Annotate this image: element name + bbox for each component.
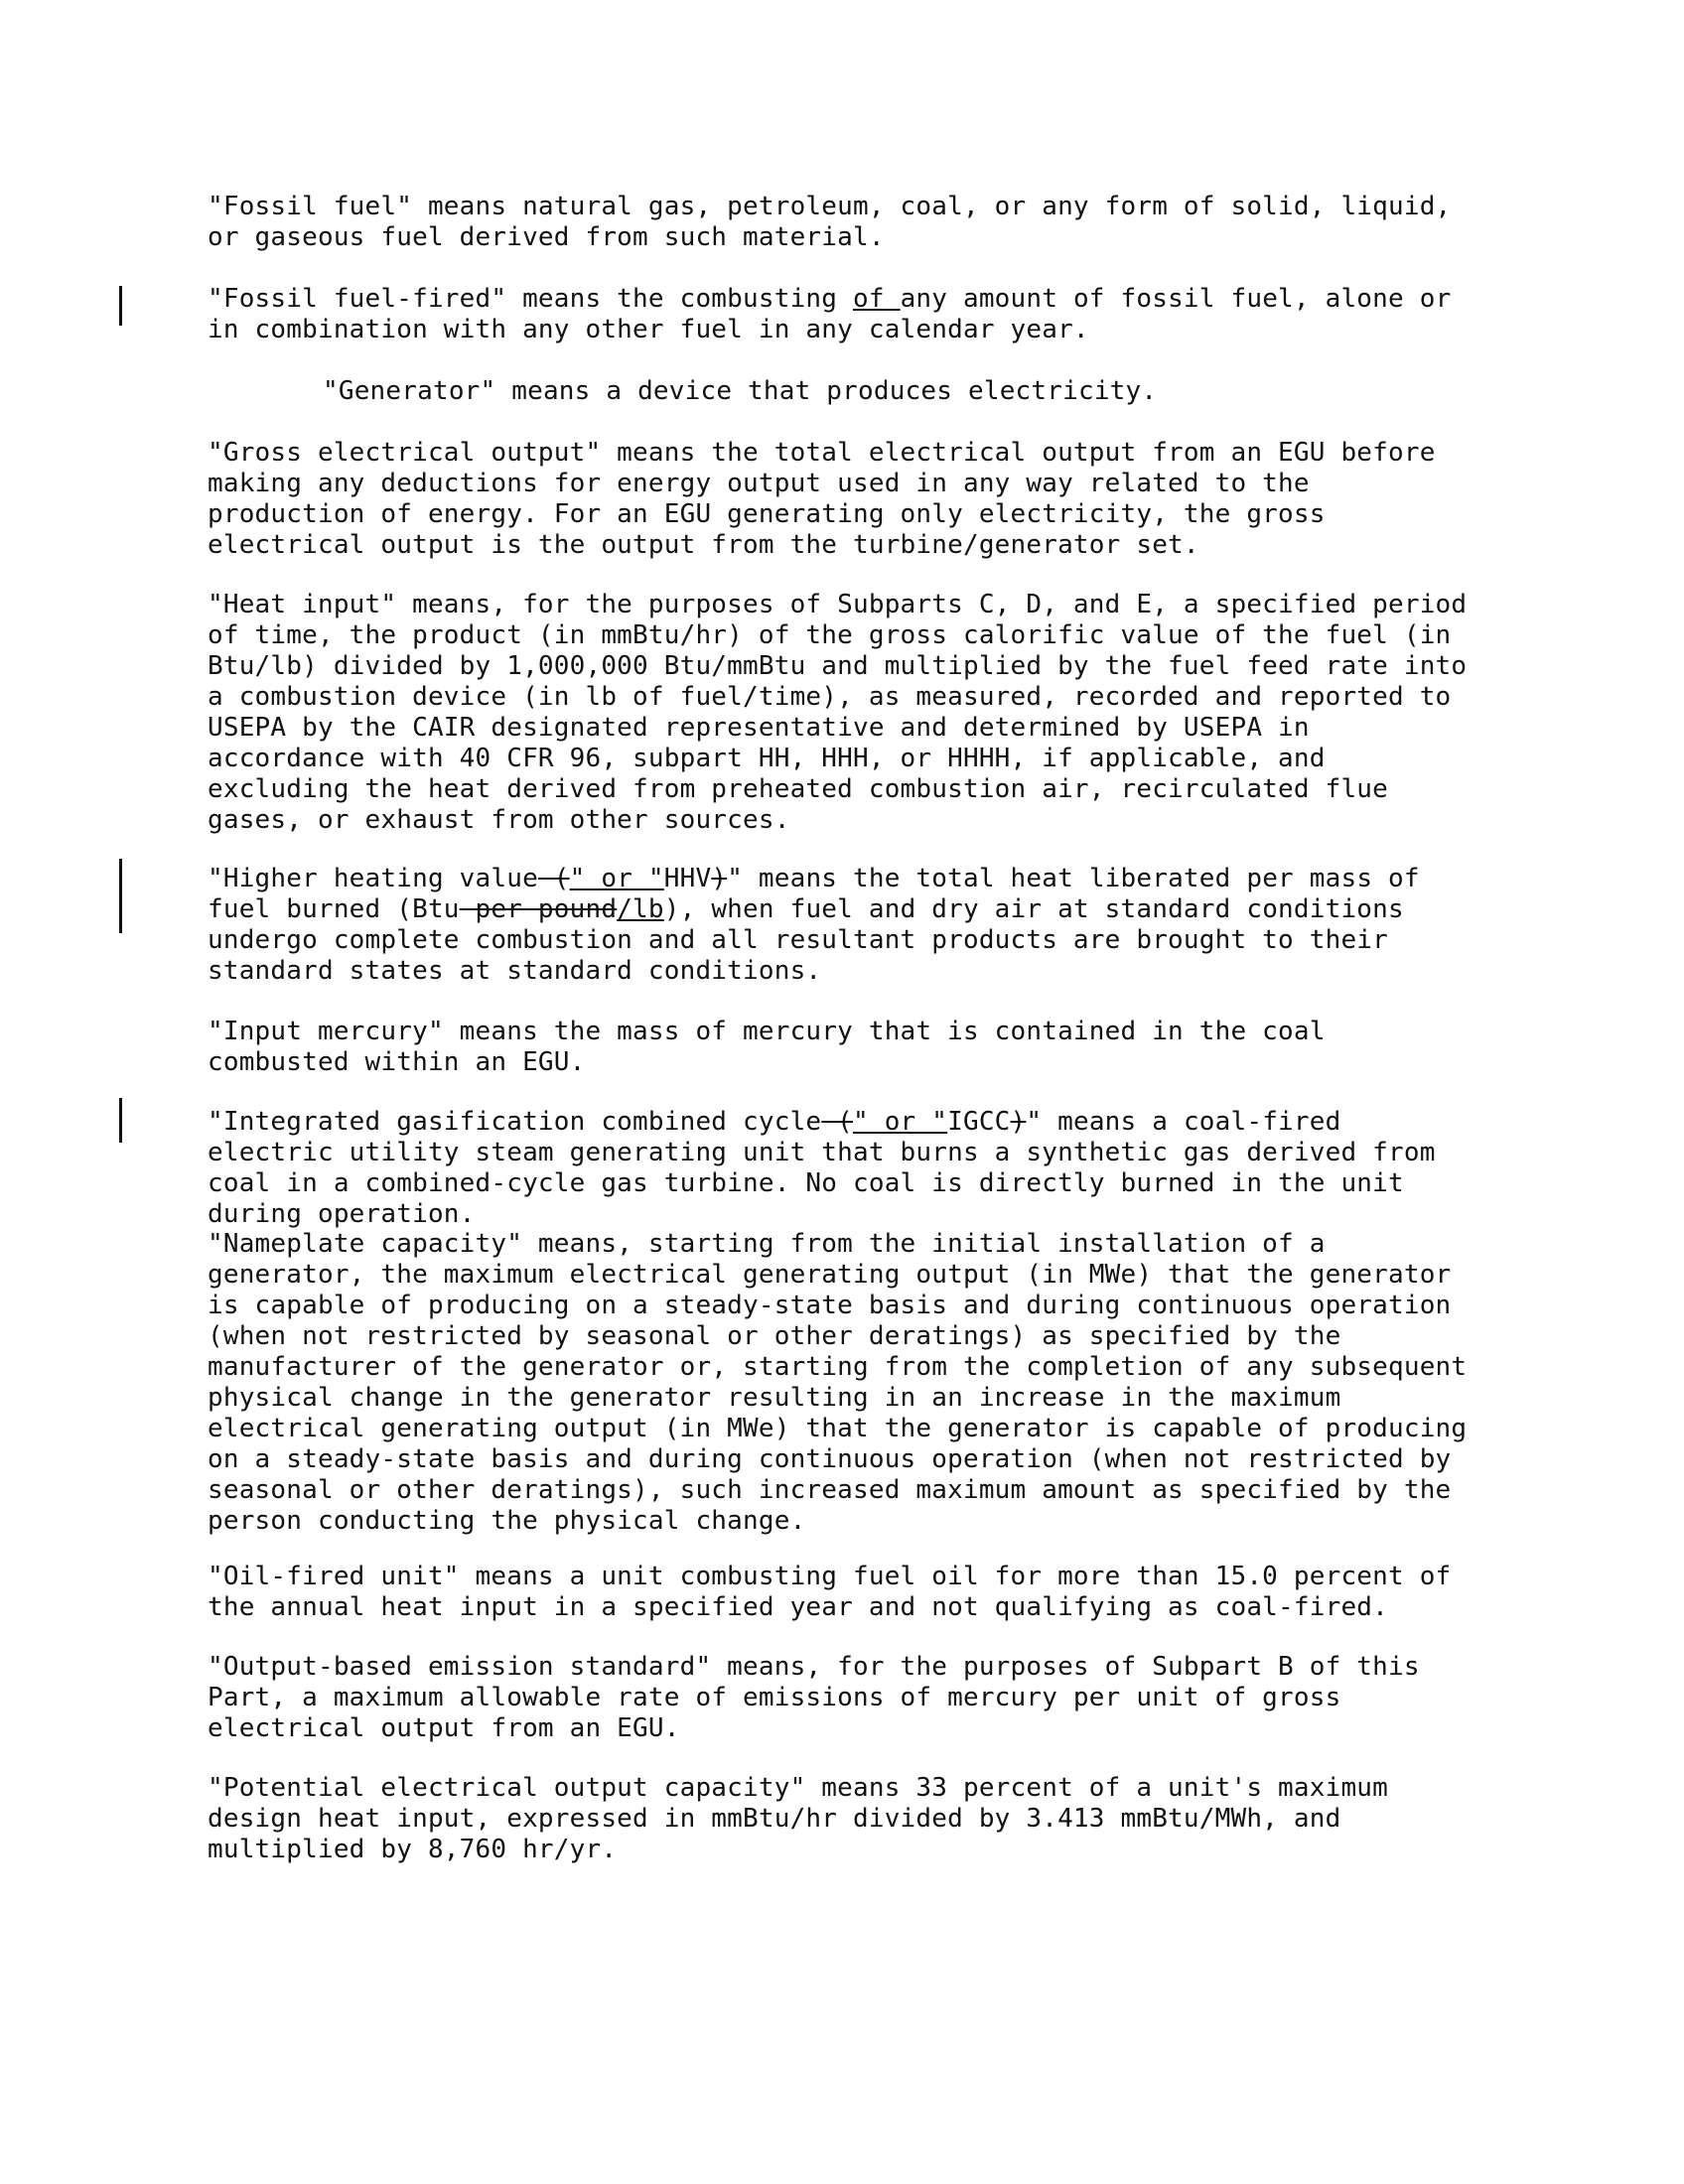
definition-text: HHV	[663, 864, 712, 893]
deleted-text: (	[821, 1107, 853, 1137]
definition-text: "Fossil fuel-fired" means the combusting	[208, 284, 853, 314]
deleted-text: per pound	[459, 894, 618, 924]
inserted-text: /lb	[617, 894, 664, 924]
definition-text: " means the total heat liberated per mass of fuel burned (Btu	[208, 864, 1420, 924]
definition-heat-input: "Heat input" means, for the purposes of Subparts C, D, and E, a specified period of time, the product (in mmBtu/hr) of the gross calorific value of the fuel (in Btu/lb) divided by 1,000,000 Btu/mmBtu and multiplied by the fuel feed rate into a combustion device (in lb of fuel/time), as measured, recorded and reported to USEPA by the CAIR designated representative and determined by USEPA in accordance with 40 CFR 96, subpart HH, HHH, or HHHH, if applicable, and excluding the heat derived from preheated combustion air, recirculated flue gases, or exhaust from other sources.	[208, 590, 1468, 835]
inserted-text: " or "	[569, 864, 664, 893]
definition-text: any amount of fossil fuel, alone or in combination with any other fuel in any calendar year.	[208, 284, 1452, 344]
definition-text: ), when fuel and dry air at standard conditions undergo complete combustion and all resultant products are brought to their standard states at standard conditions.	[208, 894, 1404, 986]
definition-oil-fired-unit: "Oil-fired unit" means a unit combusting fuel oil for more than 15.0 percent of the annual heat input in a specified year and not qualifying as coal-fired.	[208, 1562, 1452, 1622]
definition-nameplate-capacity: "Nameplate capacity" means, starting from the initial installation of a generator, the maximum electrical generating output (in MWe) that the generator is capable of producing on a steady-state basis and during continuous operation (when not restricted by seasonal or other deratings) as specified by the manufacturer of the generator or, starting from the completion of any subsequent physical change in the generator resulting in an increase in the maximum electrical generating output (in MWe) that the generator is capable of producing on a steady-state basis and during continuous operation (when not restricted by seasonal or other deratings), such increased maximum amount as specified by the person conducting the physical change.	[208, 1229, 1468, 1536]
revision-bar	[119, 859, 122, 933]
definition-potential-electrical-output-capacity: "Potential electrical output capacity" means 33 percent of a unit's maximum design heat input, expressed in mmBtu/hr divided by 3.413 mmBtu/MWh, and multiplied by 8,760 hr/yr.	[208, 1773, 1388, 1864]
definition-generator: "Generator" means a device that produces electricity.	[323, 376, 1158, 406]
inserted-text: " or "	[853, 1107, 948, 1137]
definition-text: " means a coal-fired electric utility steam generating unit that burns a synthetic gas derived from coal in a combined-cycle gas turbine. No coal is directly burned in the unit during operation.	[208, 1107, 1436, 1229]
definition-fossil-fuel-fired	[208, 284, 1518, 345]
definition-input-mercury: "Input mercury" means the mass of mercury that is contained in the coal combusted within an EGU.	[208, 1017, 1326, 1077]
definition-text: "Higher heating value	[208, 864, 538, 893]
definition-text: "Integrated gasification combined cycle	[208, 1107, 822, 1137]
inserted-text: of	[853, 284, 901, 314]
definition-igcc	[208, 1107, 1518, 1230]
deleted-text: )	[1010, 1107, 1027, 1137]
deleted-text: )	[711, 864, 728, 893]
definition-fossil-fuel: "Fossil fuel" means natural gas, petroleum, coal, or any form of solid, liquid, or gaseous fuel derived from such material.	[208, 192, 1452, 252]
definition-gross-electrical-output: "Gross electrical output" means the total electrical output from an EGU before making any deductions for energy output used in any way related to the production of energy. For an EGU generating only electricity, the gross electrical output is the output from the turbine/generator set.	[208, 438, 1436, 560]
deleted-text: (	[537, 864, 570, 893]
revision-bar	[119, 286, 122, 326]
definition-higher-heating-value	[208, 864, 1518, 987]
definition-text: IGCC	[947, 1107, 1011, 1137]
revision-bar	[119, 1098, 122, 1143]
definition-output-based-emission-standard: "Output-based emission standard" means, for the purposes of Subpart B of this Part, a maximum allowable rate of emissions of mercury per unit of gross electrical output from an EGU.	[208, 1652, 1420, 1743]
